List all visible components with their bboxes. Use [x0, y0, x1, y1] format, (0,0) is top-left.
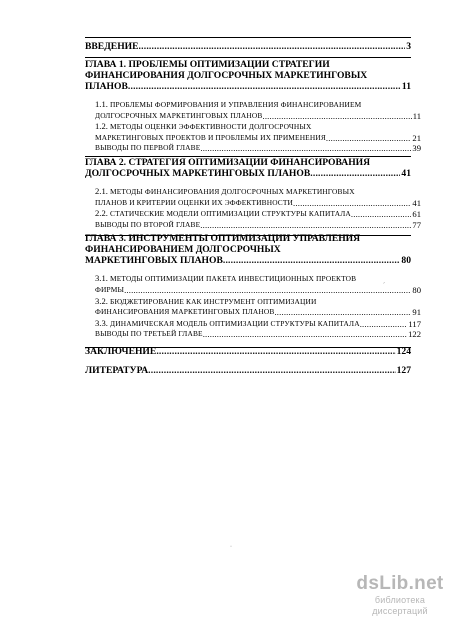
top-rule — [85, 37, 411, 38]
leader-dots — [200, 220, 411, 231]
watermark — [352, 574, 448, 617]
table-of-contents — [85, 41, 421, 376]
toc-entry-chapter3[interactable] — [85, 233, 411, 266]
conclusion-page: 77 — [412, 219, 421, 230]
item-line1: МЕТОДЫ ФИНАНСИРОВАНИЯ ДОЛГОСРОЧНЫХ МАРКЕТИНГОВЫХ — [110, 186, 355, 196]
chapter3-title-line1: ГЛАВА 3. ИНСТРУМЕНТЫ ОПТИМИЗАЦИИ УПРАВЛЕНИЯ — [85, 233, 361, 245]
toc-entry-3-3[interactable] — [85, 318, 421, 330]
closing-top-rule — [85, 347, 411, 348]
item-page: 11 — [412, 110, 421, 121]
item-line1: БЮДЖЕТИРОВАНИЕ КАК ИНСТРУМЕНТ ОПТИМИЗАЦИИ — [110, 296, 317, 306]
leader-dots — [293, 198, 411, 209]
chapter3-top-rule — [85, 235, 411, 236]
chapter2-title-line2: ДОЛГОСРОЧНЫХ МАРКЕТИНГОВЫХ ПЛАНОВ — [85, 167, 311, 179]
toc-intro-page: 3 — [406, 41, 411, 52]
leader-dots — [203, 329, 407, 340]
closing-label: ЗАКЛЮЧЕНИЕ — [85, 345, 157, 357]
conclusion-page: 122 — [408, 329, 421, 340]
leader-dots — [124, 285, 411, 296]
item-line2: ДОЛГОСРОЧНЫХ МАРКЕТИНГОВЫХ ПЛАНОВ — [95, 110, 263, 120]
references-page: 127 — [396, 364, 411, 376]
item-page: 117 — [408, 318, 421, 329]
scan-speck: ´ — [383, 283, 385, 289]
chapter1-title-line3: ПЛАНОВ — [85, 81, 128, 92]
toc-entry-3-2[interactable] — [85, 296, 421, 318]
item-number: 1.1. — [95, 99, 108, 109]
chapter1-title-line2: ФИНАНСИРОВАНИЯ ДОЛГОСРОЧНЫХ МАРКЕТИНГОВЫХ — [85, 70, 368, 81]
item-number: 3.2. — [95, 295, 108, 306]
item-page: 21 — [412, 132, 421, 143]
item-page: 61 — [412, 209, 421, 220]
closing-page: 124 — [396, 345, 411, 357]
toc-entry-chapter2[interactable] — [85, 157, 411, 179]
toc-intro-label: ВВЕДЕНИЕ — [85, 41, 139, 52]
references-label: ЛИТЕРАТУРА — [85, 364, 149, 376]
conclusion-page: 39 — [412, 143, 421, 154]
item-line1: МЕТОДЫ ОЦЕНКИ ЭФФЕКТИВНОСТИ ДОЛГОСРОЧНЫХ — [110, 122, 312, 132]
toc-entry-1-2[interactable] — [85, 121, 421, 143]
chapter1-top-rule — [85, 57, 411, 58]
chapter2-top-rule — [85, 156, 411, 157]
chapter2-title-line1: ГЛАВА 2. СТРАТЕГИЯ ОПТИМИЗАЦИИ ФИНАНСИРОВАНИЯ — [85, 156, 371, 168]
item-number: 3.1. — [95, 273, 108, 284]
chapter3-page: 80 — [401, 255, 411, 267]
item-page: 91 — [412, 307, 421, 318]
toc-entry-2-conclusion[interactable] — [85, 220, 421, 231]
conclusion-label: ВЫВОДЫ ПО ВТОРОЙ ГЛАВЕ — [95, 219, 201, 229]
chapter3-title-line3: МАРКЕТИНГОВЫХ ПЛАНОВ — [85, 255, 223, 267]
leader-dots — [200, 143, 411, 154]
toc-entry-references[interactable] — [85, 365, 411, 376]
toc-entry-1-conclusion[interactable] — [85, 143, 421, 154]
leader-dots — [128, 81, 401, 92]
item-line1: ПРОБЛЕМЫ ФОРМИРОВАНИЯ И УПРАВЛЕНИЯ ФИНАНСИРОВАНИЕМ — [110, 100, 362, 109]
leader-dots — [351, 209, 412, 220]
item-line2: МАРКЕТИНГОВЫХ ПРОЕКТОВ И ПРОБЛЕМЫ ИХ ПРИМЕНЕНИЯ — [95, 132, 326, 142]
leader-dots — [326, 133, 412, 144]
toc-entry-2-1[interactable] — [85, 186, 421, 208]
item-page: 80 — [412, 284, 421, 295]
item-number: 2.1. — [95, 185, 108, 196]
leader-dots — [274, 307, 411, 318]
chapter1-page: 11 — [401, 81, 411, 92]
scan-speck: · — [230, 544, 232, 550]
item-line2: ФИРМЫ — [95, 284, 125, 294]
item-number: 2.2. — [95, 208, 108, 219]
item-line1: СТАТИЧЕСКИЕ МОДЕЛИ ОПТИМИЗАЦИИ СТРУКТУРЫ КАПИТАЛА — [110, 209, 351, 219]
leader-dots — [148, 365, 395, 376]
toc-entry-chapter1[interactable] — [85, 59, 411, 92]
leader-dots — [310, 168, 400, 179]
chapter3-title-line2: ФИНАНСИРОВАНИЕМ ДОЛГОСРОЧНЫХ — [85, 244, 281, 256]
item-line1: ДИНАМИЧЕСКАЯ МОДЕЛЬ ОПТИМИЗАЦИИ СТРУКТУРЫ КАПИТАЛА — [110, 318, 360, 328]
leader-dots — [223, 255, 401, 266]
leader-dots — [360, 319, 408, 330]
conclusion-label: ВЫВОДЫ ПО ПЕРВОЙ ГЛАВЕ — [95, 143, 201, 153]
leader-dots — [139, 41, 406, 52]
toc-entry-3-1[interactable] — [85, 273, 421, 295]
toc-entry-2-2[interactable] — [85, 208, 421, 220]
item-number: 3.3. — [95, 317, 108, 328]
chapter2-page: 41 — [401, 167, 411, 179]
item-number: 1.2. — [95, 121, 108, 132]
leader-dots — [262, 111, 411, 122]
conclusion-label: ВЫВОДЫ ПО ТРЕТЬЕЙ ГЛАВЕ — [95, 329, 203, 339]
item-line2: ФИНАНСИРОВАНИЯ МАРКЕТИНГОВЫХ ПЛАНОВ — [95, 307, 275, 317]
chapter1-title-line1: ГЛАВА 1. ПРОБЛЕМЫ ОПТИМИЗАЦИИ СТРАТЕГИИ — [85, 59, 330, 70]
toc-entry-1-1[interactable] — [85, 99, 421, 121]
toc-entry-intro[interactable] — [85, 41, 411, 52]
watermark-logo: dsLib.net — [356, 573, 444, 594]
watermark-subtitle: библиотека диссертаций — [372, 595, 428, 616]
item-line1: МЕТОДЫ ОПТИМИЗАЦИИ ПАКЕТА ИНВЕСТИЦИОННЫХ ПРОЕКТОВ — [110, 274, 357, 284]
item-page: 41 — [412, 197, 421, 208]
toc-entry-3-conclusion[interactable] — [85, 329, 421, 340]
item-line2: ПЛАНОВ И КРИТЕРИИ ОЦЕНКИ ИХ ЭФФЕКТИВНОСТИ — [95, 197, 294, 207]
